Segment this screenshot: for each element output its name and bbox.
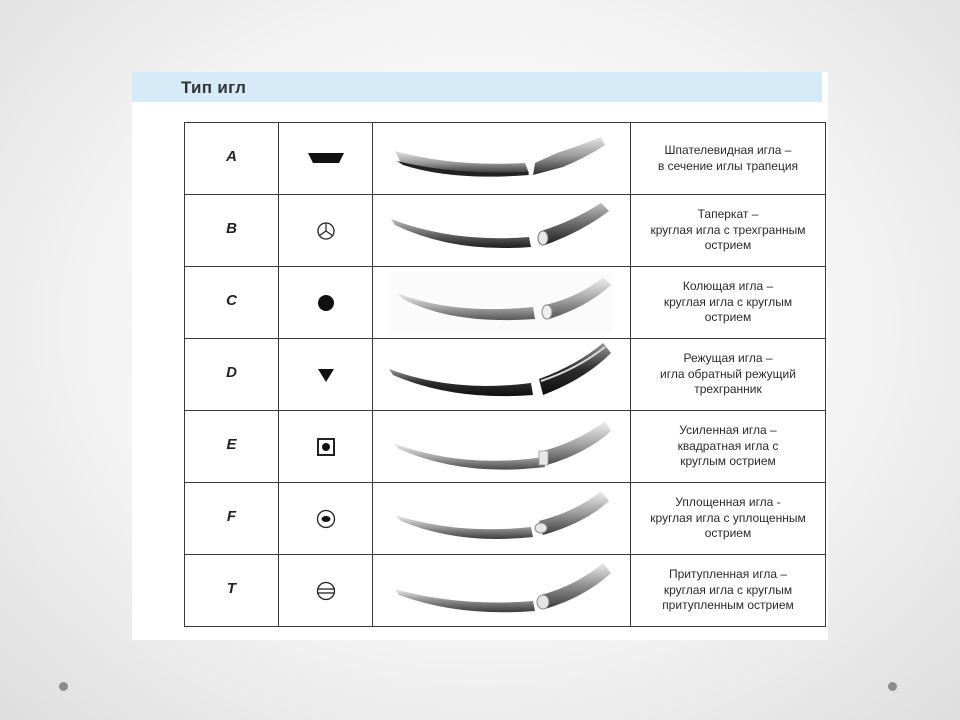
tapercut-needle-image — [373, 195, 630, 266]
row-letter: F — [226, 507, 237, 525]
row-letter: A — [226, 147, 237, 165]
letter-cell — [185, 555, 279, 627]
cutting-needle-image — [373, 339, 630, 410]
figure-title: Тип игл — [181, 78, 247, 97]
symbol-cell — [279, 555, 373, 627]
needle-image-cell — [373, 195, 631, 267]
description-cell — [631, 555, 826, 627]
spatula-needle-image — [373, 123, 630, 194]
needle-description: Таперкат – круглая игла с трехгранным острием — [650, 207, 806, 253]
needle-image-cell — [373, 411, 631, 483]
description-cell — [631, 483, 826, 555]
needle-types-figure — [132, 72, 828, 640]
row-letter: T — [226, 579, 237, 597]
symbol-cell — [279, 123, 373, 195]
table-row — [185, 339, 826, 411]
slide-bullet-left — [59, 682, 68, 691]
circle-with-lines-icon — [279, 579, 372, 603]
symbol-cell — [279, 267, 373, 339]
table-row — [185, 123, 826, 195]
square-with-dot-icon — [279, 435, 372, 459]
letter-cell — [185, 339, 279, 411]
letter-cell — [185, 195, 279, 267]
row-letter: C — [226, 291, 237, 309]
filled-circle-icon — [279, 292, 372, 314]
needle-description: Режущая игла – игла обратный режущий трехгранник — [660, 351, 796, 397]
table-row — [185, 411, 826, 483]
row-letter: E — [226, 435, 237, 453]
circle-three-spoke-icon — [279, 219, 372, 243]
down-triangle-icon — [279, 365, 372, 385]
letter-cell — [185, 267, 279, 339]
blunt-needle-image — [373, 555, 630, 626]
description-cell — [631, 339, 826, 411]
needle-description: Усиленная игла – квадратная игла с круглым острием — [677, 423, 779, 469]
letter-cell — [185, 483, 279, 555]
slide-bullet-right — [888, 682, 897, 691]
table-row — [185, 555, 826, 627]
table-row — [185, 267, 826, 339]
needle-image-cell — [373, 555, 631, 627]
needle-description: Притупленная игла – круглая игла с круглым притупленным острием — [662, 567, 794, 613]
needle-image-cell — [373, 339, 631, 411]
description-cell — [631, 195, 826, 267]
reinforced-needle-image — [373, 411, 630, 482]
title-bar — [132, 72, 822, 102]
needle-types-table — [184, 122, 826, 627]
needle-description: Колющая игла – круглая игла с круглым острием — [663, 279, 793, 325]
row-letter: B — [226, 219, 237, 237]
description-cell — [631, 411, 826, 483]
letter-cell — [185, 411, 279, 483]
row-letter: D — [226, 363, 237, 381]
taperpoint-needle-image — [373, 267, 630, 338]
needle-image-cell — [373, 267, 631, 339]
trapezoid-icon — [279, 149, 372, 169]
needle-image-cell — [373, 123, 631, 195]
flattened-needle-image — [373, 483, 630, 554]
description-cell — [631, 123, 826, 195]
needle-image-cell — [373, 483, 631, 555]
needle-description: Шпателевидная игла – в сечение иглы трапеция — [657, 143, 799, 173]
description-cell — [631, 267, 826, 339]
symbol-cell — [279, 483, 373, 555]
symbol-cell — [279, 411, 373, 483]
table-row — [185, 483, 826, 555]
table-row — [185, 195, 826, 267]
symbol-cell — [279, 339, 373, 411]
letter-cell — [185, 123, 279, 195]
symbol-cell — [279, 195, 373, 267]
needle-description: Уплощенная игла - круглая игла с уплощенным острием — [650, 495, 806, 541]
oval-in-circle-icon — [279, 507, 372, 531]
